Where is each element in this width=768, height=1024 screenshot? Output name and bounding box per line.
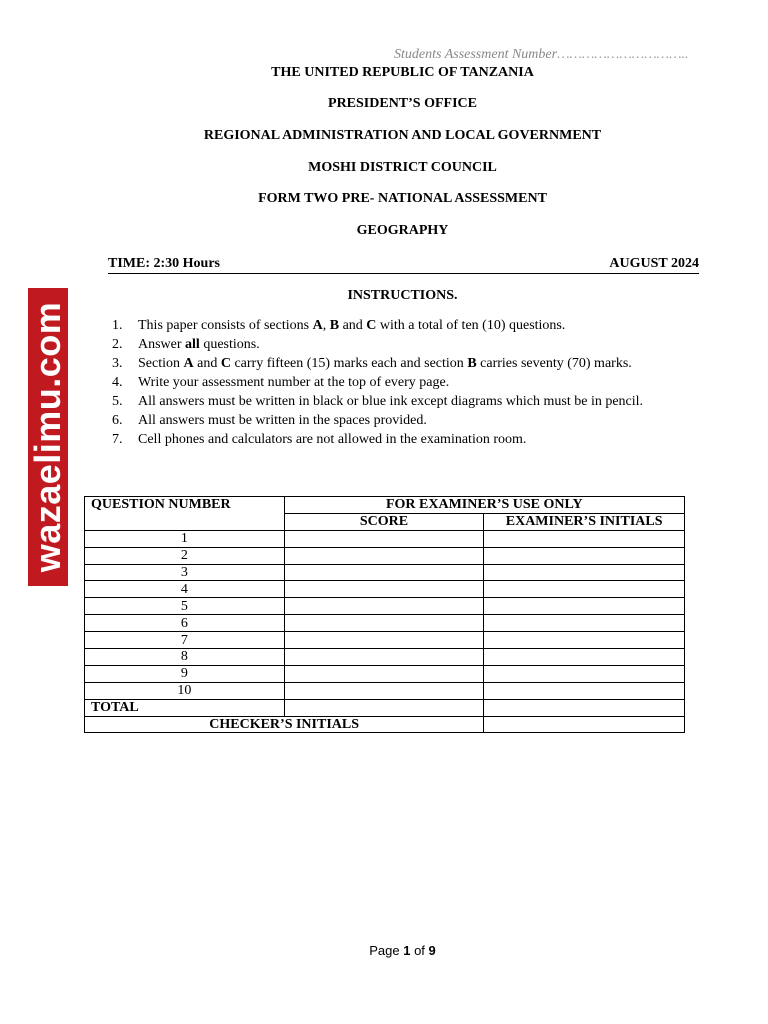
score-cell — [284, 649, 484, 666]
instruction-text: Section — [138, 356, 184, 371]
question-number-cell: 1 — [85, 530, 285, 547]
score-cell — [284, 665, 484, 682]
question-number-cell: 9 — [85, 665, 285, 682]
total-score-cell — [284, 699, 484, 716]
instruction-text: Cell phones and calculators are not allowed in the examination room. — [138, 432, 527, 447]
total-initials-cell — [484, 699, 685, 716]
instruction-text: and — [339, 318, 367, 333]
question-row — [85, 564, 685, 581]
question-row — [85, 665, 685, 682]
score-cell — [284, 632, 484, 649]
page-word: Page — [369, 943, 400, 958]
total-row — [85, 699, 685, 716]
question-row — [85, 598, 685, 615]
question-row — [85, 547, 685, 564]
examiner-initials-cell — [484, 581, 685, 598]
instruction-text: Answer — [138, 337, 186, 352]
instruction-text: questions. — [199, 337, 260, 352]
score-cell — [284, 598, 484, 615]
question-number-cell: 10 — [85, 682, 285, 699]
instruction-number: 1. — [112, 318, 123, 333]
instruction-text: with a total of ten (10) questions. — [376, 318, 566, 333]
instructions-list — [112, 316, 643, 449]
question-number-cell: 8 — [85, 649, 285, 666]
header-council: MOSHI DISTRICT COUNCIL — [308, 160, 497, 175]
student-assessment-number — [394, 47, 689, 63]
instruction-text: all — [185, 337, 200, 352]
score-cell — [284, 547, 484, 564]
instruction-number: 5. — [112, 394, 123, 409]
exam-date: AUGUST 2024 — [609, 256, 699, 271]
examiner-initials-cell — [484, 665, 685, 682]
question-number-cell: 3 — [85, 564, 285, 581]
instruction-text: carry fifteen (15) marks each and section — [230, 356, 468, 371]
instruction-item — [112, 373, 643, 392]
instruction-text: and — [193, 356, 221, 371]
watermark-text: wazaelimu.com — [27, 301, 68, 573]
question-number-header: QUESTION NUMBER — [85, 497, 285, 531]
checker-initials-cell — [484, 716, 685, 733]
score-cell — [284, 564, 484, 581]
student-assessment-number-dots: ………………………….. — [557, 47, 689, 62]
instruction-text: B — [329, 318, 340, 333]
score-cell — [284, 615, 484, 632]
instruction-text: A — [312, 318, 323, 333]
examiner-initials-cell — [484, 530, 685, 547]
checker-row — [85, 716, 685, 733]
score-cell — [284, 682, 484, 699]
instruction-item — [112, 354, 643, 373]
of-word: of — [414, 943, 425, 958]
score-cell — [284, 530, 484, 547]
question-number-cell: 4 — [85, 581, 285, 598]
header-assessment: FORM TWO PRE- NATIONAL ASSESSMENT — [258, 191, 547, 206]
instruction-number: 6. — [112, 413, 123, 428]
table-header-row — [85, 497, 685, 514]
examiner-initials-cell — [484, 649, 685, 666]
question-row — [85, 615, 685, 632]
instruction-number: 4. — [112, 375, 123, 390]
examiner-initials-cell — [484, 682, 685, 699]
question-row — [85, 581, 685, 598]
question-number-cell: 5 — [85, 598, 285, 615]
instruction-item — [112, 430, 643, 449]
time-date-line — [108, 256, 699, 274]
question-row — [85, 649, 685, 666]
header-country: THE UNITED REPUBLIC OF TANZANIA — [271, 65, 534, 80]
instruction-text: All answers must be written in the spaces provided. — [138, 413, 427, 428]
total-label: TOTAL — [85, 699, 285, 716]
instruction-text: carries seventy (70) marks. — [476, 356, 632, 371]
instruction-item — [112, 316, 643, 335]
examiner-use-header: FOR EXAMINER’S USE ONLY — [284, 497, 684, 514]
instruction-text: A — [183, 356, 194, 371]
checker-initials-label: CHECKER’S INITIALS — [85, 716, 484, 733]
watermark-banner — [28, 288, 68, 586]
examiner-initials-cell — [484, 615, 685, 632]
examiner-initials-header: EXAMINER’S INITIALS — [484, 513, 685, 530]
subject-title: GEOGRAPHY — [356, 223, 449, 238]
examiner-initials-cell — [484, 547, 685, 564]
question-number-cell: 6 — [85, 615, 285, 632]
instruction-text: C — [366, 318, 377, 333]
instruction-number: 2. — [112, 337, 123, 352]
examiner-initials-cell — [484, 632, 685, 649]
question-row — [85, 632, 685, 649]
instruction-item — [112, 335, 643, 354]
examiner-table — [84, 496, 685, 733]
question-number-cell: 7 — [85, 632, 285, 649]
instruction-text: All answers must be written in black or blue ink except diagrams which must be in pencil. — [138, 394, 644, 409]
score-cell — [284, 581, 484, 598]
score-header: SCORE — [284, 513, 484, 530]
instruction-text: , — [322, 318, 330, 333]
student-assessment-number-label: Students Assessment Number — [394, 47, 558, 62]
time-label: TIME: 2:30 Hours — [108, 256, 220, 271]
examiner-initials-cell — [484, 564, 685, 581]
question-row — [85, 682, 685, 699]
question-number-cell: 2 — [85, 547, 285, 564]
question-row — [85, 530, 685, 547]
page-footer — [0, 943, 768, 958]
instruction-number: 7. — [112, 432, 123, 447]
page-number: 1 — [403, 943, 411, 958]
instruction-item — [112, 392, 643, 411]
instruction-text: B — [467, 356, 477, 371]
header-administration: REGIONAL ADMINISTRATION AND LOCAL GOVERNMENT — [203, 128, 602, 143]
instruction-text: This paper consists of sections — [138, 318, 313, 333]
examiner-initials-cell — [484, 598, 685, 615]
header-office: PRESIDENT’S OFFICE — [328, 96, 477, 111]
instruction-number: 3. — [112, 356, 123, 371]
instruction-text: Write your assessment number at the top of every page. — [138, 375, 450, 390]
instruction-item — [112, 411, 643, 430]
page-total: 9 — [428, 943, 436, 958]
instruction-text: C — [220, 356, 231, 371]
instructions-title: INSTRUCTIONS. — [347, 288, 458, 303]
